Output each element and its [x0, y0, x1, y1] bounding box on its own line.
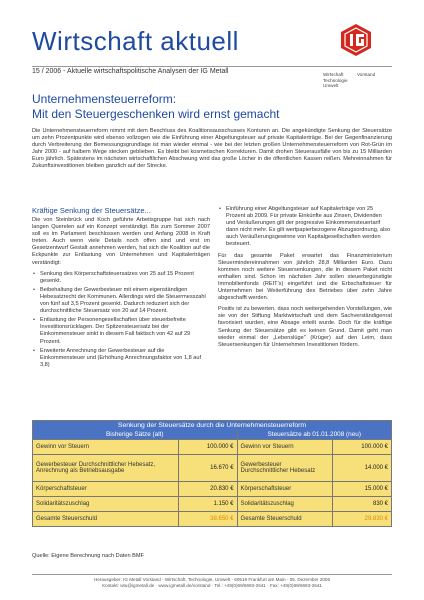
table-cell-label: Gewinn vor Steuern [237, 440, 332, 455]
table-cell-value: 15.000 € [333, 482, 392, 497]
footer-divider [32, 574, 392, 575]
list-item: • Entlastung der Personengesellschaften über steuerbefreite Investitionsrücklagen. Der Spitzensteuersatz bei der Einkommensteuer sinkt in diesem Fall faktisch von 42 auf 29 Prozent. [32, 317, 210, 345]
section-heading: Kräftige Senkung der Steuersätze... [32, 206, 151, 215]
list-item: • Einführung einer Abgeltungsteuer auf Kapitalerträge von 25 Prozent ab 2009. Für private Einkünfte aus Zinsen, Dividenden und Veräußerungen gilt der progressive Einkommensteuertarif dann nicht mehr. Es gilt wertpapierbezogene Abzugsordnung, also auch Veräußerungsgewinne von Kapitalgesellschaften werden besteuert. [218, 206, 392, 249]
footer-publisher: Herausgeber: IG Metall Vorstand - Wirtschaft, Technologie, Umwelt - 60519 Frankfurt am Main - 05. Dezember 2006 [93, 577, 331, 582]
right-bullet-list [218, 206, 392, 249]
table-cell-value: 830 € [333, 497, 392, 512]
masthead-divider [32, 66, 392, 67]
table-row [33, 455, 392, 482]
article-intro: Die Unternehmensteuerreform nimmt mit dem Beschluss des Koalitionsausschusses Konturen an. Die angekündigte Senkung der Steuersätze um zehn Prozentpunkte wird ebenso vollzogen wie die Einführung einer Abgeltungsteuer auf private Kapitalerträge. Bei der Gegenfinanzierung durch Verbreiterung der Bemessungsgrundlage ist man wieder einmal - wie bei der letzten großen Unternehmensteuerreform von Rot-Grün im Jahr 2000 - auf halbem Wege stecken geblieben. Es bleibt bei kosmetischen Korrekturen. Damit drohen Steuerausfälle von bis zu 15 Milliarden Euro jährlich. Spätestens im nächsten wirtschaftlichen Abschwung wird das große Löcher in die öffentlichen Kassen reißen. Mehreinnahmen für Zukunftsinvestitionen bleiben ganzlich auf der Strecke. [32, 128, 392, 170]
list-item: • Senkung des Körperschaftsteuersatzes von 25 auf 15 Prozent gesenkt. [32, 271, 210, 285]
table-cell-value: 14.000 € [333, 455, 392, 482]
column-header-old: Bisherige Sätze (alt) [33, 430, 238, 440]
left-bullet-list [32, 271, 210, 369]
logo-caption-line: Technologie [323, 77, 348, 83]
table-cell-total-value: 29.830 € [333, 512, 392, 527]
table-row [33, 482, 392, 497]
column-header-new: Steuersätze ab 01.01.2008 (neu) [237, 430, 391, 440]
table-cell-label: Gewerbesteuer Durchschnittlicher Hebesatz [237, 455, 332, 482]
table-row-total [33, 512, 392, 527]
masthead-title: Wirtschaft aktuell [32, 26, 239, 56]
table-cell-label: Körperschaftsteuer [33, 482, 179, 497]
issue-line: 15 / 2006 - Aktuelle wirtschaftspolitische Analysen der IG Metall [32, 68, 229, 75]
table-cell-label: Körperschaftsteuer [237, 482, 332, 497]
logo-caption-line: Wirtschaft [323, 72, 344, 77]
table-cell-label: Solidaritätszuschlag [237, 497, 332, 512]
table-cell-label: Gesamte Steuerschuld [33, 512, 179, 527]
table-cell-label: Gesamte Steuerschuld [237, 512, 332, 527]
logo-caption-vorstand: Vorstand [357, 72, 376, 77]
logo-caption [323, 72, 379, 89]
ig-metall-logo-icon [338, 22, 374, 58]
table-cell-value: 100.000 € [333, 440, 392, 455]
right-paragraph-2: Positiv ist zu bewerten, dass noch weitergehenden Vorstellungen, wie sie von der Stiftung Marktwirtschaft und dem Sachverständigenrat favorisiert wurden, eine Absage erteilt wurde. Doch für die kräftige Senkung der Steuersätze gibt es keinen Grund. Damit geht man wieder einmal der „Lebenslüge" (Krüger) auf den Leim, dass Steuersenkungen für Unternehmen Investitionen fördern. [218, 306, 392, 348]
right-paragraph-1: Für das gesamte Paket erwartet das Finanzministerium Steuermindereinnahmen von jährlich 28,8 Milliarden Euro. Dazu kommen noch weitere Steuersenkungen, die in diesem Paket nicht enthalten sind. Schon im nächsten Jahr sollen steuerbegünstigte Immobilienfonds (REIT's) eingeführt und die Erbschaftsteuer für Unternehmen bei Weiterführung des Betriebes über zehn Jahre abgeschafft werden. [218, 252, 392, 302]
footer [0, 577, 424, 589]
article-subtitle: Mit den Steuergeschenken wird ernst gemacht [32, 107, 280, 121]
list-item: • Beibehaltung der Gewerbesteuer mit einem eigenständigen Hebesatzrecht der Kommunen. Allerdings wird die Steuermesszahl von fünf auf 3,5 Prozent gesenkt. Dadurch reduziert sich der durchschnittliche Steuersatz von 20 auf 14 Prozent. [32, 287, 210, 315]
table-caption: Senkung der Steuersätze durch die Unternehmensteuerreform [33, 421, 392, 431]
table-cell-total-value: 38.650 € [178, 512, 237, 527]
table-cell-value: 16.670 € [178, 455, 237, 482]
table-row [33, 440, 392, 455]
left-paragraph: Die von Steinbrück und Koch geführte Arbeitsgruppe hat sich nach langen Querelen auf ein Konzept verständigt. Bis zum Sommer 2007 soll es im Parlament beschlossen werden und Anfang 2008 in Kraft treten. Auch wenn viele Details noch offen sind und erst im Gesetzentwurf Gestalt annehmen werden, hat sich die Koalition auf die Eckpunkte zur Entlastung von Unternehmen und Kapitalerträgen verständigt: [32, 217, 210, 266]
table-cell-value: 1.150 € [178, 497, 237, 512]
right-column [218, 206, 392, 353]
article-title: Unternehmensteuerreform: [32, 92, 177, 106]
table-row [33, 497, 392, 512]
tax-rate-table [32, 420, 392, 527]
footer-contact: Kontakt: wtu@igmetall.de · www.igmetall.de/vorstand · Tel.: +49(0)69/6693-2641 · Fax: +49(0)69/6693-2641 [102, 583, 322, 589]
table-cell-value: 20.830 € [178, 482, 237, 497]
table-cell-label: Gewerbesteuer Durchschnittlicher Hebesatz, Anrechnung als Betriebsausgabe [33, 455, 179, 482]
table-cell-label: Gewinn vor Steuern [33, 440, 179, 455]
left-column [32, 206, 210, 371]
logo-caption-line: Umwelt [323, 83, 339, 89]
table-source: Quelle: Eigene Berechnung nach Daten BMF [32, 553, 144, 559]
table-cell-label: Solidaritätszuschlag [33, 497, 179, 512]
list-item: • Erweiterte Anrechnung der Gewerbesteuer auf die Einkommensteuer und (Erhöhung Anrechnungsfaktor von 1,8 auf 3,8) [32, 348, 210, 369]
table-cell-value: 100.000 € [178, 440, 237, 455]
